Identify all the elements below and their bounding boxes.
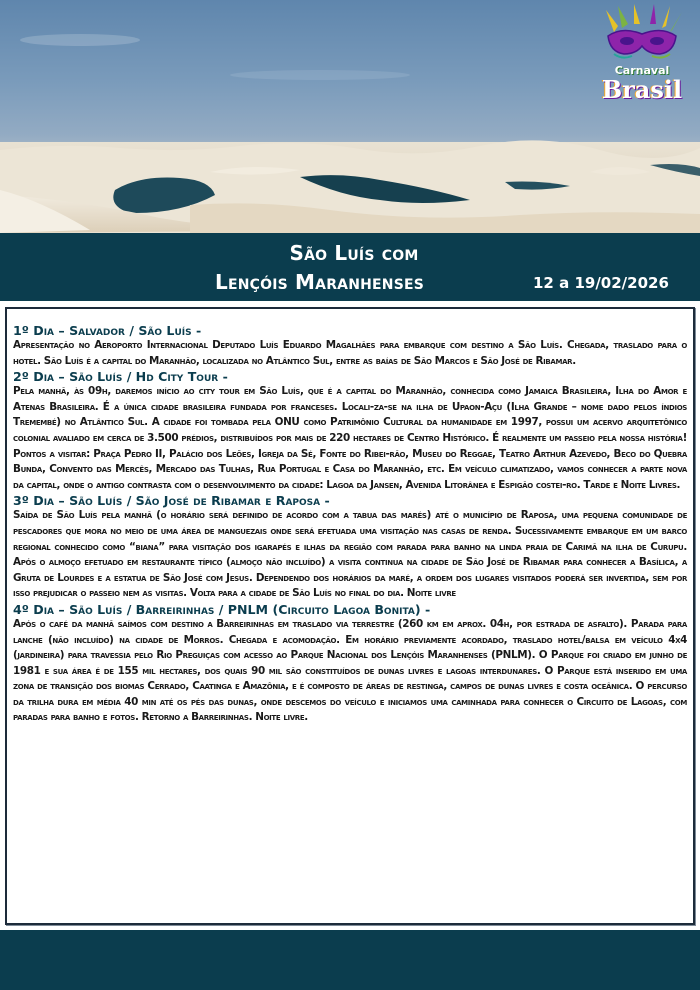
footer-banner [0, 930, 700, 990]
day-description: Pela manhã, às 09h, daremos início ao city tour em São Luís, que é a capital do Maranhão, conhecida como Jamaica Brasileira, Ilha do Amor e Atenas Brasileira. É a única cidade brasileira fundada por franceses. Locali-za-se na ilha de Upaon-Açu (Ilha Grande – nome dado pelos índios Tremembé) no Atlântico Sul. A cidade foi tombada pela ONU como Patrimônio Cultural da humanidade em 1997, possui um acervo arquitetônico colonial avaliado em cerca de 3.500 prédios, distribuídos por mais de 220 hectares de Centro Histórico. É realmente um passeio pela nossa história! Pontos a visitar: Praça Pedro II, Palácio dos Leões, Igreja da Sé, Fonte do Ribei-rão, Museu do Reggae, Teatro Arthur Azevedo, Beco do Quebra Bunda, Convento das Mercês, Mercado das Tulhas, Rua Portugal e Casa do Maranhão, etc. Em veículo climatizado, vamos conhecer a parte nova da capital, onde o antigo contrasta com o desenvolvimento da cidade: Lagoa da Jansen, Avenida Litorânea e Espigão costei-ro. Tarde e Noite Livres. [13, 385, 687, 491]
logo-text-brasil: Brasil [601, 75, 683, 104]
logo-text-carnaval: Carnaval [614, 64, 670, 77]
hero-image [0, 0, 700, 233]
day-title: 3º Dia – São Luís / São José de Ribamar e Raposa - [13, 493, 330, 509]
itinerary-day-2 [13, 369, 687, 493]
day-title: 2º Dia – São Luís / Hd City Tour - [13, 369, 228, 385]
carnaval-brasil-logo [592, 4, 692, 108]
carnival-mask-icon [592, 4, 692, 64]
day-description: Após o café da manhã saímos com destino a Barreirinhas em traslado via terrestre (260 km em aprox. 04h, por estrada de asfalto). Parada para lanche (não incluído) na cidade de Morros. Chegada e acomodação. Em horário previamente acordado, traslado hotel/balsa em veículo 4x4 (jardineira) para travessia pelo Rio Preguiças com acesso ao Parque Nacional dos Lençóis Maranhenses (PNLM). O Parque foi criado em junho de 1981 e sua área é de 155 mil hectares, dos quais 90 mil são constituídos de dunas livres e lagoas interdunares. O Parque está inserido em uma zona de transição dos biomas Cerrado, Caatinga e Amazônia, e é composto de áreas de restinga, campos de dunas livres e costa oceânica. O percurso da trilha dura em média 40 min até os pés das dunas, onde descemos do veículo e iniciamos uma caminhada para conhecer o Circuito de Lagoas, com paradas para banho e fotos. Retorno a Barreirinhas. Noite livre. [13, 617, 687, 724]
day-description: Saída de São Luís pela manhã (o horário será definido de acordo com a tabua das marés) até o município de Raposa, uma pequena comunidade de pescadores que mora no meio de uma área de manguezais onde será efetuada uma visitação nas casas de renda. Sucessivamente embarque em um barco regional conhecido como “biana” para visitação dos igarapés e ilhas da região com parada para banho na linda praia de Carimã na ilha de Curupu. Após o almoço efetuado em restaurante típico (almoço não incluído) a visita continua na cidade de São José de Ribamar para conhecer a Basílica, a Gruta de Lourdes e a estatua de São José com Jesus. Dependendo dos horários da maré, a ordem dos lugares visitados poderá ser invertida, sem por isso prejudicar o passeio nem as visitas. Volta para a cidade de São Luís no final do dia. Noite livre [13, 509, 687, 600]
itinerary-day-3 [13, 493, 687, 602]
day-title: 4º Dia – São Luís / Barreirinhas / PNLM (Circuito Lagoa Bonita) - [13, 601, 431, 617]
page-title-line2: Lençóis Maranhenses [215, 270, 425, 294]
itinerary-day-1 [13, 323, 687, 369]
itinerary-day-4 [13, 602, 687, 726]
itinerary-box [5, 307, 695, 925]
day-title: 1º Dia – Salvador / São Luís - [13, 323, 202, 338]
day-description: Apresentação no Aeroporto Internacional Deputado Luís Eduardo Magalhães para embarque com destino a São Luís. Chegada, traslado para o hotel. São Luís é a capital do Maranhão, localizada no Atlântico Sul, entre as baías de São Marcos e São José de Ribamar. [13, 339, 687, 367]
trip-dates: 12 a 19/02/2026 [533, 274, 669, 292]
title-banner [0, 233, 700, 301]
page-title-line1: São Luís com [289, 241, 419, 265]
